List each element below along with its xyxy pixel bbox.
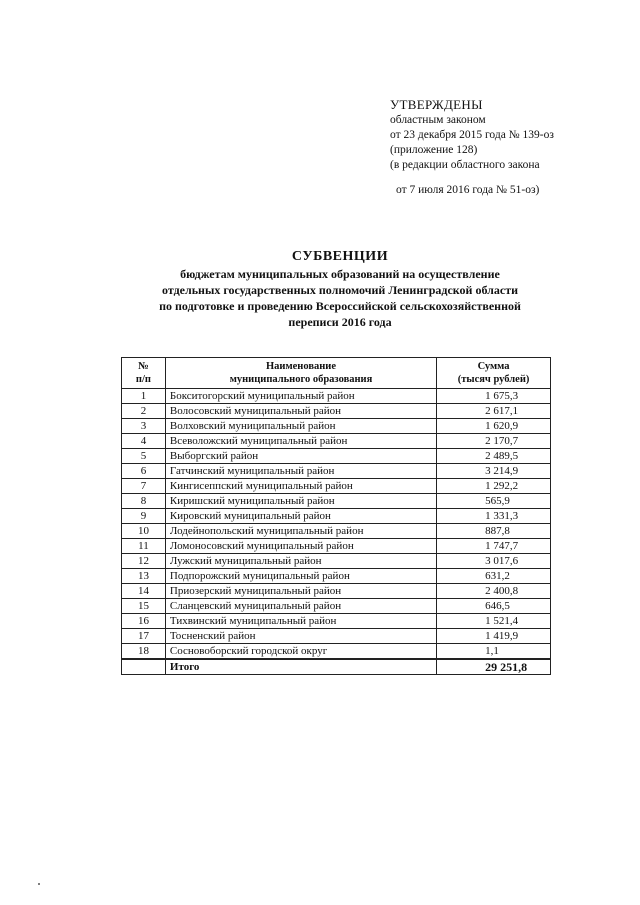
header-text: № [138, 361, 149, 372]
row-num: 17 [122, 629, 166, 644]
row-num: 14 [122, 584, 166, 599]
row-name: Гатчинский муниципальный район [165, 464, 436, 479]
table-header-row [122, 358, 551, 389]
table-row [122, 599, 551, 614]
total-label: Итого [165, 659, 436, 675]
row-name: Кингисеппский муниципальный район [165, 479, 436, 494]
subventions-table [121, 357, 551, 675]
table-row [122, 524, 551, 539]
header-text: муниципального образования [229, 374, 373, 385]
total-sum: 29 251,8 [437, 659, 551, 675]
row-name: Лодейнопольский муниципальный район [165, 524, 436, 539]
table-row [122, 584, 551, 599]
table-row [122, 644, 551, 660]
row-sum: 1 747,7 [437, 539, 551, 554]
row-sum: 1 620,9 [437, 419, 551, 434]
row-num: 11 [122, 539, 166, 554]
table-row [122, 419, 551, 434]
row-num: 18 [122, 644, 166, 660]
row-sum: 1 331,3 [437, 509, 551, 524]
row-sum: 1 292,2 [437, 479, 551, 494]
approval-line: от 7 июля 2016 года № 51-оз) [396, 184, 540, 196]
row-num: 13 [122, 569, 166, 584]
row-num: 7 [122, 479, 166, 494]
document-title [60, 248, 620, 330]
table-row [122, 494, 551, 509]
table-row [122, 509, 551, 524]
row-sum: 887,8 [437, 524, 551, 539]
row-name: Киришский муниципальный район [165, 494, 436, 509]
header-name [165, 358, 436, 389]
header-text: Сумма [477, 361, 510, 372]
row-name: Ломоносовский муниципальный район [165, 539, 436, 554]
row-sum: 1 675,3 [437, 389, 551, 404]
header-sum [437, 358, 551, 389]
row-num: 16 [122, 614, 166, 629]
approval-line: (приложение 128) [390, 144, 478, 156]
row-num: 1 [122, 389, 166, 404]
table-row [122, 464, 551, 479]
approval-line: от 23 декабря 2015 года № 139-оз [390, 129, 554, 141]
title-line: отдельных государственных полномочий Ленинградской области [161, 283, 519, 297]
header-text: п/п [135, 374, 151, 385]
table-row [122, 479, 551, 494]
row-name: Волховский муниципальный район [165, 419, 436, 434]
row-num: 10 [122, 524, 166, 539]
header-text: Наименование [266, 361, 336, 372]
row-name: Выборгский район [165, 449, 436, 464]
row-name: Тосненский район [165, 629, 436, 644]
total-row [122, 659, 551, 675]
table-row [122, 629, 551, 644]
row-num: 5 [122, 449, 166, 464]
row-sum: 1,1 [437, 644, 551, 660]
row-num: 8 [122, 494, 166, 509]
approval-heading: УТВЕРЖДЕНЫ [390, 97, 483, 112]
table-row [122, 389, 551, 404]
row-name: Сосновоборский городской округ [165, 644, 436, 660]
row-num: 2 [122, 404, 166, 419]
row-name: Лужский муниципальный район [165, 554, 436, 569]
scan-speck [38, 883, 40, 885]
row-num: 3 [122, 419, 166, 434]
row-num: 9 [122, 509, 166, 524]
table-row [122, 614, 551, 629]
row-name: Сланцевский муниципальный район [165, 599, 436, 614]
row-name: Подпорожский муниципальный район [165, 569, 436, 584]
title-line: бюджетам муниципальных образований на осуществление [180, 267, 500, 281]
row-sum: 2 489,5 [437, 449, 551, 464]
row-num: 6 [122, 464, 166, 479]
header-num [122, 358, 166, 389]
approval-line: (в редакции областного закона [390, 159, 540, 171]
row-sum: 565,9 [437, 494, 551, 509]
row-sum: 1 521,4 [437, 614, 551, 629]
row-name: Приозерский муниципальный район [165, 584, 436, 599]
row-name: Тихвинский муниципальный район [165, 614, 436, 629]
table-row [122, 554, 551, 569]
row-name: Бокситогорский муниципальный район [165, 389, 436, 404]
row-sum: 2 170,7 [437, 434, 551, 449]
approval-line: областным законом [390, 114, 486, 126]
table-row [122, 539, 551, 554]
table-row [122, 434, 551, 449]
title-line: по подготовке и проведению Всероссийской сельскохозяйственной [159, 299, 521, 313]
row-num: 12 [122, 554, 166, 569]
row-name: Всеволожский муниципальный район [165, 434, 436, 449]
table-row [122, 569, 551, 584]
title-main: СУБВЕНЦИИ [291, 249, 389, 264]
title-line: переписи 2016 года [288, 315, 392, 329]
table-row [122, 404, 551, 419]
row-sum: 3 214,9 [437, 464, 551, 479]
row-sum: 646,5 [437, 599, 551, 614]
table-row [122, 449, 551, 464]
row-sum: 3 017,6 [437, 554, 551, 569]
approval-stamp [390, 96, 554, 198]
row-sum: 631,2 [437, 569, 551, 584]
row-sum: 1 419,9 [437, 629, 551, 644]
row-num: 15 [122, 599, 166, 614]
row-name: Кировский муниципальный район [165, 509, 436, 524]
row-sum: 2 400,8 [437, 584, 551, 599]
row-name: Волосовский муниципальный район [165, 404, 436, 419]
row-sum: 2 617,1 [437, 404, 551, 419]
header-text: (тысяч рублей) [457, 374, 530, 385]
row-num: 4 [122, 434, 166, 449]
total-num [122, 659, 166, 675]
